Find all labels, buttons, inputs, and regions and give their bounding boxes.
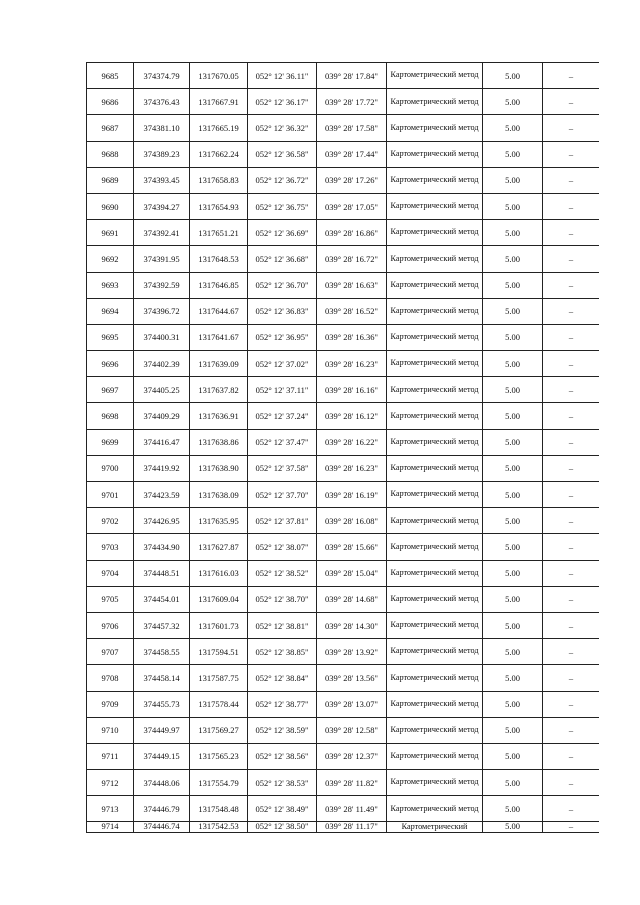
x-coordinate-cell: 374448.06 — [134, 770, 190, 796]
point-number-cell: 9704 — [87, 560, 134, 586]
x-coordinate-cell: 374391.95 — [134, 246, 190, 272]
y-coordinate-cell: 1317644.67 — [190, 298, 248, 324]
x-coordinate-cell: 374394.27 — [134, 193, 190, 219]
note-cell: – — [543, 691, 600, 717]
longitude-cell: 039° 28' 17.72" — [317, 89, 387, 115]
note-cell: – — [543, 115, 600, 141]
x-coordinate-cell: 374396.72 — [134, 298, 190, 324]
y-coordinate-cell: 1317646.85 — [190, 272, 248, 298]
accuracy-cell: 5.00 — [483, 691, 543, 717]
method-cell: Картометрический метод — [387, 770, 483, 796]
point-number-cell: 9692 — [87, 246, 134, 272]
longitude-cell: 039° 28' 12.58" — [317, 717, 387, 743]
longitude-cell: 039° 28' 16.08" — [317, 508, 387, 534]
note-cell: – — [543, 63, 600, 89]
accuracy-cell: 5.00 — [483, 534, 543, 560]
accuracy-cell: 5.00 — [483, 246, 543, 272]
table-row — [87, 193, 600, 219]
note-cell: – — [543, 246, 600, 272]
point-number-cell: 9708 — [87, 665, 134, 691]
note-cell: – — [543, 455, 600, 481]
accuracy-cell: 5.00 — [483, 115, 543, 141]
table-row — [87, 770, 600, 796]
longitude-cell: 039° 28' 12.37" — [317, 743, 387, 769]
y-coordinate-cell: 1317638.90 — [190, 455, 248, 481]
point-number-cell: 9691 — [87, 220, 134, 246]
x-coordinate-cell: 374434.90 — [134, 534, 190, 560]
longitude-cell: 039° 28' 16.16" — [317, 377, 387, 403]
latitude-cell: 052° 12' 38.81" — [248, 612, 317, 638]
table-row — [87, 141, 600, 167]
point-number-cell: 9693 — [87, 272, 134, 298]
note-cell: – — [543, 220, 600, 246]
note-cell: – — [543, 141, 600, 167]
y-coordinate-cell: 1317636.91 — [190, 403, 248, 429]
point-number-cell: 9695 — [87, 324, 134, 350]
note-cell: – — [543, 612, 600, 638]
x-coordinate-cell: 374402.39 — [134, 351, 190, 377]
point-number-cell: 9703 — [87, 534, 134, 560]
table-row — [87, 743, 600, 769]
note-cell: – — [543, 429, 600, 455]
y-coordinate-cell: 1317638.09 — [190, 482, 248, 508]
x-coordinate-cell: 374389.23 — [134, 141, 190, 167]
table-row — [87, 429, 600, 455]
point-number-cell: 9696 — [87, 351, 134, 377]
accuracy-cell: 5.00 — [483, 770, 543, 796]
latitude-cell: 052° 12' 37.24" — [248, 403, 317, 429]
x-coordinate-cell: 374454.01 — [134, 586, 190, 612]
latitude-cell: 052° 12' 37.11" — [248, 377, 317, 403]
latitude-cell: 052° 12' 36.68" — [248, 246, 317, 272]
y-coordinate-cell: 1317648.53 — [190, 246, 248, 272]
x-coordinate-cell: 374416.47 — [134, 429, 190, 455]
y-coordinate-cell: 1317639.09 — [190, 351, 248, 377]
longitude-cell: 039° 28' 16.19" — [317, 482, 387, 508]
accuracy-cell: 5.00 — [483, 665, 543, 691]
point-number-cell: 9687 — [87, 115, 134, 141]
table-row — [87, 822, 600, 833]
point-number-cell: 9689 — [87, 167, 134, 193]
longitude-cell: 039° 28' 11.49" — [317, 796, 387, 822]
point-number-cell: 9712 — [87, 770, 134, 796]
x-coordinate-cell: 374392.59 — [134, 272, 190, 298]
note-cell: – — [543, 351, 600, 377]
method-cell: Картометрический метод — [387, 743, 483, 769]
latitude-cell: 052° 12' 38.70" — [248, 586, 317, 612]
coordinates-table-wrapper — [86, 62, 599, 837]
latitude-cell: 052° 12' 38.50" — [248, 822, 317, 833]
latitude-cell: 052° 12' 37.81" — [248, 508, 317, 534]
longitude-cell: 039° 28' 15.04" — [317, 560, 387, 586]
method-cell: Картометрический метод — [387, 534, 483, 560]
longitude-cell: 039° 28' 16.22" — [317, 429, 387, 455]
y-coordinate-cell: 1317637.82 — [190, 377, 248, 403]
note-cell: – — [543, 508, 600, 534]
latitude-cell: 052° 12' 38.85" — [248, 639, 317, 665]
y-coordinate-cell: 1317548.48 — [190, 796, 248, 822]
longitude-cell: 039° 28' 11.17" — [317, 822, 387, 833]
longitude-cell: 039° 28' 13.07" — [317, 691, 387, 717]
table-row — [87, 534, 600, 560]
table-row — [87, 63, 600, 89]
y-coordinate-cell: 1317565.23 — [190, 743, 248, 769]
note-cell: – — [543, 482, 600, 508]
point-number-cell: 9699 — [87, 429, 134, 455]
y-coordinate-cell: 1317662.24 — [190, 141, 248, 167]
point-number-cell: 9710 — [87, 717, 134, 743]
longitude-cell: 039° 28' 16.12" — [317, 403, 387, 429]
accuracy-cell: 5.00 — [483, 743, 543, 769]
table-row — [87, 455, 600, 481]
table-row — [87, 612, 600, 638]
method-cell: Картометрический — [387, 822, 483, 833]
x-coordinate-cell: 374455.73 — [134, 691, 190, 717]
point-number-cell: 9711 — [87, 743, 134, 769]
longitude-cell: 039° 28' 16.52" — [317, 298, 387, 324]
point-number-cell: 9698 — [87, 403, 134, 429]
x-coordinate-cell: 374457.32 — [134, 612, 190, 638]
table-row — [87, 351, 600, 377]
x-coordinate-cell: 374449.15 — [134, 743, 190, 769]
y-coordinate-cell: 1317542.53 — [190, 822, 248, 833]
table-body — [87, 63, 600, 833]
point-number-cell: 9706 — [87, 612, 134, 638]
x-coordinate-cell: 374458.55 — [134, 639, 190, 665]
x-coordinate-cell: 374423.59 — [134, 482, 190, 508]
table-row — [87, 508, 600, 534]
longitude-cell: 039° 28' 17.84" — [317, 63, 387, 89]
point-number-cell: 9713 — [87, 796, 134, 822]
method-cell: Картометрический метод — [387, 324, 483, 350]
latitude-cell: 052° 12' 36.11" — [248, 63, 317, 89]
table-row — [87, 586, 600, 612]
point-number-cell: 9685 — [87, 63, 134, 89]
table-row — [87, 246, 600, 272]
table-row — [87, 403, 600, 429]
accuracy-cell: 5.00 — [483, 324, 543, 350]
note-cell: – — [543, 770, 600, 796]
point-number-cell: 9688 — [87, 141, 134, 167]
x-coordinate-cell: 374374.79 — [134, 63, 190, 89]
longitude-cell: 039° 28' 16.86" — [317, 220, 387, 246]
longitude-cell: 039° 28' 16.23" — [317, 351, 387, 377]
accuracy-cell: 5.00 — [483, 63, 543, 89]
latitude-cell: 052° 12' 36.75" — [248, 193, 317, 219]
note-cell: – — [543, 534, 600, 560]
note-cell: – — [543, 639, 600, 665]
note-cell: – — [543, 193, 600, 219]
table-row — [87, 220, 600, 246]
note-cell: – — [543, 324, 600, 350]
y-coordinate-cell: 1317670.05 — [190, 63, 248, 89]
method-cell: Картометрический метод — [387, 272, 483, 298]
note-cell: – — [543, 743, 600, 769]
point-number-cell: 9690 — [87, 193, 134, 219]
accuracy-cell: 5.00 — [483, 796, 543, 822]
note-cell: – — [543, 89, 600, 115]
method-cell: Картометрический метод — [387, 560, 483, 586]
x-coordinate-cell: 374392.41 — [134, 220, 190, 246]
longitude-cell: 039° 28' 14.30" — [317, 612, 387, 638]
y-coordinate-cell: 1317635.95 — [190, 508, 248, 534]
method-cell: Картометрический метод — [387, 63, 483, 89]
accuracy-cell: 5.00 — [483, 586, 543, 612]
table-row — [87, 324, 600, 350]
method-cell: Картометрический метод — [387, 796, 483, 822]
latitude-cell: 052° 12' 38.49" — [248, 796, 317, 822]
point-number-cell: 9701 — [87, 482, 134, 508]
x-coordinate-cell: 374449.97 — [134, 717, 190, 743]
point-number-cell: 9702 — [87, 508, 134, 534]
latitude-cell: 052° 12' 36.70" — [248, 272, 317, 298]
y-coordinate-cell: 1317641.67 — [190, 324, 248, 350]
point-number-cell: 9714 — [87, 822, 134, 833]
x-coordinate-cell: 374400.31 — [134, 324, 190, 350]
latitude-cell: 052° 12' 36.17" — [248, 89, 317, 115]
point-number-cell: 9694 — [87, 298, 134, 324]
table-row — [87, 167, 600, 193]
latitude-cell: 052° 12' 38.53" — [248, 770, 317, 796]
table-row — [87, 89, 600, 115]
x-coordinate-cell: 374458.14 — [134, 665, 190, 691]
latitude-cell: 052° 12' 36.95" — [248, 324, 317, 350]
coordinates-table — [86, 62, 599, 833]
longitude-cell: 039° 28' 16.63" — [317, 272, 387, 298]
method-cell: Картометрический метод — [387, 586, 483, 612]
y-coordinate-cell: 1317627.87 — [190, 534, 248, 560]
note-cell: – — [543, 665, 600, 691]
table-row — [87, 796, 600, 822]
method-cell: Картометрический метод — [387, 455, 483, 481]
latitude-cell: 052° 12' 36.69" — [248, 220, 317, 246]
latitude-cell: 052° 12' 37.58" — [248, 455, 317, 481]
table-row — [87, 691, 600, 717]
note-cell: – — [543, 717, 600, 743]
y-coordinate-cell: 1317601.73 — [190, 612, 248, 638]
longitude-cell: 039° 28' 16.36" — [317, 324, 387, 350]
note-cell: – — [543, 167, 600, 193]
table-row — [87, 115, 600, 141]
accuracy-cell: 5.00 — [483, 612, 543, 638]
longitude-cell: 039° 28' 13.92" — [317, 639, 387, 665]
method-cell: Картометрический метод — [387, 246, 483, 272]
accuracy-cell: 5.00 — [483, 455, 543, 481]
longitude-cell: 039° 28' 16.72" — [317, 246, 387, 272]
accuracy-cell: 5.00 — [483, 377, 543, 403]
note-cell: – — [543, 377, 600, 403]
latitude-cell: 052° 12' 37.02" — [248, 351, 317, 377]
accuracy-cell: 5.00 — [483, 639, 543, 665]
note-cell: – — [543, 403, 600, 429]
y-coordinate-cell: 1317658.83 — [190, 167, 248, 193]
y-coordinate-cell: 1317654.93 — [190, 193, 248, 219]
latitude-cell: 052° 12' 38.07" — [248, 534, 317, 560]
table-row — [87, 377, 600, 403]
point-number-cell: 9697 — [87, 377, 134, 403]
point-number-cell: 9686 — [87, 89, 134, 115]
y-coordinate-cell: 1317609.04 — [190, 586, 248, 612]
table-row — [87, 272, 600, 298]
longitude-cell: 039° 28' 17.44" — [317, 141, 387, 167]
table-row — [87, 665, 600, 691]
accuracy-cell: 5.00 — [483, 429, 543, 455]
longitude-cell: 039° 28' 14.68" — [317, 586, 387, 612]
y-coordinate-cell: 1317587.75 — [190, 665, 248, 691]
latitude-cell: 052° 12' 36.32" — [248, 115, 317, 141]
method-cell: Картометрический метод — [387, 193, 483, 219]
accuracy-cell: 5.00 — [483, 89, 543, 115]
table-row — [87, 560, 600, 586]
latitude-cell: 052° 12' 36.83" — [248, 298, 317, 324]
method-cell: Картометрический метод — [387, 351, 483, 377]
latitude-cell: 052° 12' 38.52" — [248, 560, 317, 586]
note-cell: – — [543, 560, 600, 586]
latitude-cell: 052° 12' 38.84" — [248, 665, 317, 691]
x-coordinate-cell: 374448.51 — [134, 560, 190, 586]
note-cell: – — [543, 298, 600, 324]
point-number-cell: 9707 — [87, 639, 134, 665]
method-cell: Картометрический метод — [387, 298, 483, 324]
note-cell: – — [543, 272, 600, 298]
accuracy-cell: 5.00 — [483, 351, 543, 377]
x-coordinate-cell: 374446.74 — [134, 822, 190, 833]
table-row — [87, 717, 600, 743]
note-cell: – — [543, 822, 600, 833]
method-cell: Картометрический метод — [387, 665, 483, 691]
accuracy-cell: 5.00 — [483, 717, 543, 743]
x-coordinate-cell: 374426.95 — [134, 508, 190, 534]
method-cell: Картометрический метод — [387, 482, 483, 508]
longitude-cell: 039° 28' 16.23" — [317, 455, 387, 481]
table-row — [87, 298, 600, 324]
method-cell: Картометрический метод — [387, 639, 483, 665]
point-number-cell: 9705 — [87, 586, 134, 612]
latitude-cell: 052° 12' 38.56" — [248, 743, 317, 769]
table-row — [87, 482, 600, 508]
y-coordinate-cell: 1317554.79 — [190, 770, 248, 796]
x-coordinate-cell: 374376.43 — [134, 89, 190, 115]
y-coordinate-cell: 1317651.21 — [190, 220, 248, 246]
note-cell: – — [543, 586, 600, 612]
table-row — [87, 639, 600, 665]
x-coordinate-cell: 374446.79 — [134, 796, 190, 822]
note-cell: – — [543, 796, 600, 822]
longitude-cell: 039° 28' 17.05" — [317, 193, 387, 219]
latitude-cell: 052° 12' 38.77" — [248, 691, 317, 717]
latitude-cell: 052° 12' 36.58" — [248, 141, 317, 167]
accuracy-cell: 5.00 — [483, 560, 543, 586]
latitude-cell: 052° 12' 37.70" — [248, 482, 317, 508]
longitude-cell: 039° 28' 13.56" — [317, 665, 387, 691]
method-cell: Картометрический метод — [387, 220, 483, 246]
accuracy-cell: 5.00 — [483, 403, 543, 429]
method-cell: Картометрический метод — [387, 429, 483, 455]
y-coordinate-cell: 1317578.44 — [190, 691, 248, 717]
method-cell: Картометрический метод — [387, 717, 483, 743]
longitude-cell: 039° 28' 11.82" — [317, 770, 387, 796]
longitude-cell: 039° 28' 15.66" — [317, 534, 387, 560]
method-cell: Картометрический метод — [387, 89, 483, 115]
point-number-cell: 9709 — [87, 691, 134, 717]
y-coordinate-cell: 1317638.86 — [190, 429, 248, 455]
y-coordinate-cell: 1317594.51 — [190, 639, 248, 665]
y-coordinate-cell: 1317665.19 — [190, 115, 248, 141]
method-cell: Картометрический метод — [387, 141, 483, 167]
method-cell: Картометрический метод — [387, 691, 483, 717]
accuracy-cell: 5.00 — [483, 220, 543, 246]
latitude-cell: 052° 12' 37.47" — [248, 429, 317, 455]
longitude-cell: 039° 28' 17.26" — [317, 167, 387, 193]
method-cell: Картометрический метод — [387, 115, 483, 141]
accuracy-cell: 5.00 — [483, 822, 543, 833]
y-coordinate-cell: 1317569.27 — [190, 717, 248, 743]
point-number-cell: 9700 — [87, 455, 134, 481]
latitude-cell: 052° 12' 36.72" — [248, 167, 317, 193]
method-cell: Картометрический метод — [387, 612, 483, 638]
method-cell: Картометрический метод — [387, 167, 483, 193]
y-coordinate-cell: 1317616.03 — [190, 560, 248, 586]
accuracy-cell: 5.00 — [483, 167, 543, 193]
accuracy-cell: 5.00 — [483, 482, 543, 508]
longitude-cell: 039° 28' 17.58" — [317, 115, 387, 141]
method-cell: Картометрический метод — [387, 377, 483, 403]
x-coordinate-cell: 374405.25 — [134, 377, 190, 403]
x-coordinate-cell: 374381.10 — [134, 115, 190, 141]
accuracy-cell: 5.00 — [483, 193, 543, 219]
accuracy-cell: 5.00 — [483, 272, 543, 298]
method-cell: Картометрический метод — [387, 403, 483, 429]
x-coordinate-cell: 374409.29 — [134, 403, 190, 429]
y-coordinate-cell: 1317667.91 — [190, 89, 248, 115]
accuracy-cell: 5.00 — [483, 141, 543, 167]
accuracy-cell: 5.00 — [483, 298, 543, 324]
latitude-cell: 052° 12' 38.59" — [248, 717, 317, 743]
accuracy-cell: 5.00 — [483, 508, 543, 534]
x-coordinate-cell: 374419.92 — [134, 455, 190, 481]
x-coordinate-cell: 374393.45 — [134, 167, 190, 193]
method-cell: Картометрический метод — [387, 508, 483, 534]
